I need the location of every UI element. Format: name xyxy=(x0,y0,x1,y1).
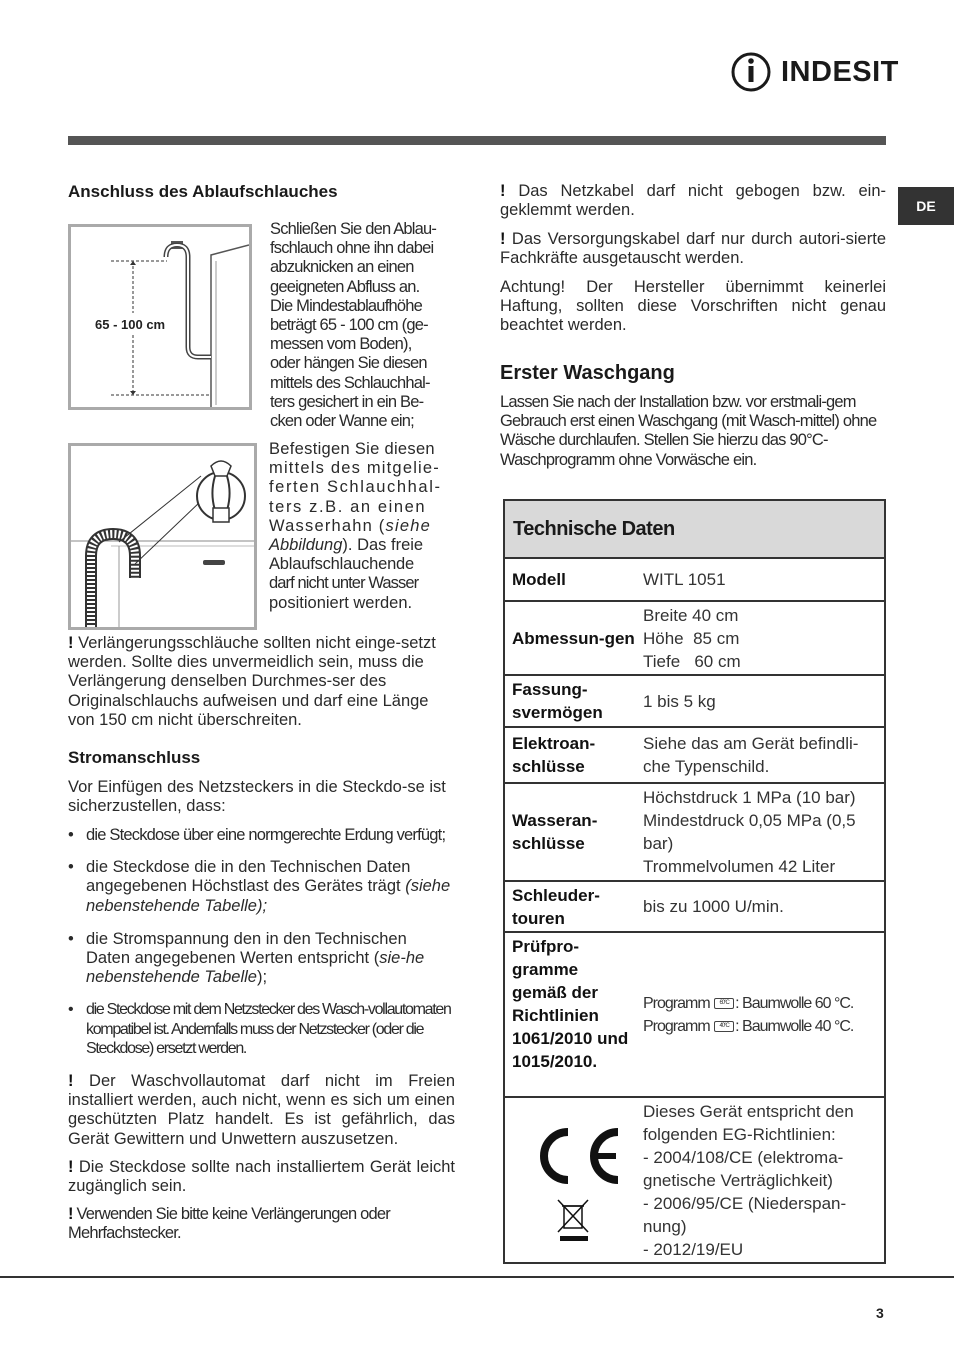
bullet: • xyxy=(68,858,74,877)
language-tab: DE xyxy=(898,187,954,225)
liability-note: Achtung! Der Hersteller übernimmt keinerlei Haftung, sollten diese Vorschriften nicht genau beachtet werden. xyxy=(500,278,886,335)
drain-line: mittels des Schlauchhal- xyxy=(270,373,430,392)
drain-line: positioniert werden. xyxy=(269,593,413,612)
outdoor-warning xyxy=(68,1072,455,1149)
row-value: 1 bis 5 kg xyxy=(643,691,716,711)
drain-line: ters gesichert in ein Be- xyxy=(270,392,424,411)
checklist-item xyxy=(68,858,455,916)
ce-directive: - 2012/19/EU xyxy=(643,1240,744,1259)
warning-text: Das Versorgungskabel darf nur durch autori-sierte Fachkräfte ausgetauscht werden. xyxy=(500,230,886,268)
row-value xyxy=(635,602,884,674)
temperature-40-icon: 40°C xyxy=(714,1021,734,1032)
warning-text: Der Waschvollautomat darf nicht im Freien installiert werden, auch nicht, wenn es sich um einen geschützten Platz handelt. Es ist gefährlich, das Gerät Gewittern und Unwettern auszusetzen. xyxy=(68,1072,455,1148)
row-label: Prüfpro-gramme gemäß der Richtlinien 1061/2010 und 1015/2010. xyxy=(512,937,629,1071)
warning-text: Die Steckdose sollte nach installiertem Gerät leicht zugänglich sein. xyxy=(68,1158,455,1196)
page-number: 3 xyxy=(876,1305,884,1321)
test-program-line xyxy=(643,1015,880,1038)
drain-line: ferten Schlauchhal- xyxy=(269,478,442,497)
drain-text: Wasserhahn ( xyxy=(269,516,386,535)
drain-line: darf nicht unter Wasser xyxy=(269,574,419,593)
ce-directive: - 2006/95/CE (Niederspan-nung) xyxy=(643,1194,847,1236)
drain-line: oder hängen Sie diesen xyxy=(270,354,427,373)
test-program-word: Programm xyxy=(643,1017,710,1035)
table-row-ce xyxy=(505,1096,884,1262)
row-label: Abmessun-gen xyxy=(512,628,635,648)
row-label: Fassung-svermögen xyxy=(512,680,603,722)
checklist-item xyxy=(68,1000,455,1058)
checklist-item xyxy=(68,930,455,988)
drain-text-italic: Abbildung xyxy=(269,536,343,555)
warning-mark: ! xyxy=(68,634,74,652)
table-row-model xyxy=(505,557,884,600)
water-value: Trommelvolumen 42 Liter xyxy=(643,857,836,876)
cable-warning xyxy=(500,182,886,220)
indesit-logo xyxy=(729,50,899,94)
table-row-dimensions xyxy=(505,600,884,674)
checklist-text-italic: sie-he nebenstehende Tabelle xyxy=(86,949,425,987)
row-value xyxy=(635,1098,884,1262)
table-header xyxy=(505,501,884,557)
drain-height-figure xyxy=(68,224,252,410)
table-title: Technische Daten xyxy=(513,517,675,540)
test-program-word: Programm xyxy=(643,994,710,1012)
water-value: Mindestdruck 0,05 MPa (0,5 bar) xyxy=(643,811,856,853)
warning-mark: ! xyxy=(500,182,506,200)
drain-line: abzuknicken an einen xyxy=(270,258,414,277)
table-row-spin xyxy=(505,880,884,931)
extension-cord-warning xyxy=(68,1205,455,1243)
checklist-text: die Steckdose die in den Technischen Daten angegebenen Höchstlast des Gerätes trägt xyxy=(86,858,411,896)
temperature-60-icon: 60°C xyxy=(714,998,734,1009)
socket-warning xyxy=(68,1158,455,1196)
row-value xyxy=(635,933,884,1096)
drain-line: cken oder Wanne ein; xyxy=(270,412,414,431)
bullet: • xyxy=(68,929,74,948)
test-program-value: : Baumwolle 40 °C. xyxy=(735,1017,854,1035)
checklist-item xyxy=(68,826,455,845)
footer-line xyxy=(0,1276,954,1278)
ce-symbols xyxy=(505,1098,635,1262)
drain-line: Ablaufschlauchende xyxy=(269,555,415,574)
hose-holder-illustration xyxy=(71,446,254,627)
test-program-line xyxy=(643,992,880,1015)
drain-line: mittels des mitgelie- xyxy=(269,459,440,478)
table-row-capacity xyxy=(505,674,884,726)
table-row-water xyxy=(505,782,884,880)
power-title: Stromanschluss xyxy=(68,748,201,767)
row-value: WITL 1051 xyxy=(643,570,726,589)
table-row-test-programs xyxy=(505,931,884,1096)
drain-title: Anschluss des Ablaufschlauches xyxy=(68,182,338,201)
drain-line: Befestigen Sie diesen xyxy=(269,440,435,458)
warning-mark: ! xyxy=(68,1158,74,1176)
drain-line: fschlauch ohne ihn dabei xyxy=(270,239,434,258)
first-wash-text: Lassen Sie nach der Installation bzw. vor erstmali-gem Gebrauch erst einen Waschgang (mit Wasch-mittel) ohne Wäsche durchlaufen. Stellen Sie hierzu das 90°C-Waschprogramm ohne Vorwäsche ein. xyxy=(500,393,877,469)
drain-line: messen vom Boden), xyxy=(270,335,412,354)
row-label: Schleuder-touren xyxy=(512,885,600,928)
power-checklist xyxy=(68,826,455,1066)
extension-text: Verlängerungsschläuche sollten nicht einge-setzt werden. Sollte dies unvermeidlich sein, muss die Verlängerung denselben Durchmes-ser des Originalschlauchs aufweisen und darf eine Länge von 150 cm nicht überschreiten. xyxy=(68,634,436,729)
drain-line: beträgt 65 - 100 cm (ge- xyxy=(270,316,428,335)
warning-text: Das Netzkabel darf nicht gebogen bzw. ein-geklemmt werden. xyxy=(500,182,886,220)
bullet: • xyxy=(68,1001,74,1019)
row-label: Elektroan-schlüsse xyxy=(512,734,596,776)
weee-bin-icon xyxy=(554,1198,594,1242)
warning-mark: ! xyxy=(68,1205,73,1223)
row-label: Wasseran-schlüsse xyxy=(512,811,598,853)
drain-line xyxy=(269,517,455,536)
drain-text-italic: siehe xyxy=(385,516,431,535)
checklist-text: die Stromspannung den in den Technischen Daten angegebenen Werten entspricht ( xyxy=(86,929,407,968)
first-wash-title: Erster Waschgang xyxy=(500,362,675,384)
ce-directive: - 2004/108/CE (elektroma-gnetische Verträglichkeit) xyxy=(643,1148,844,1190)
dimension-value: Tiefe 60 cm xyxy=(643,651,741,671)
row-value: Siehe das am Gerät befindli-che Typenschild. xyxy=(643,734,859,776)
brand-name: INDESIT xyxy=(781,56,899,88)
row-value: bis zu 1000 U/min. xyxy=(643,897,784,916)
extension-warning xyxy=(68,634,455,730)
drain-line: Die Mindestablaufhöhe xyxy=(270,296,422,315)
warning-text: Verwenden Sie bitte keine Verlängerungen oder Mehrfachstecker. xyxy=(68,1205,391,1243)
drain-height-label: 65 - 100 cm xyxy=(95,317,166,332)
technical-data-table xyxy=(503,499,886,1264)
row-value xyxy=(635,784,884,880)
dimension-value: Höhe 85 cm xyxy=(643,628,740,648)
bullet: • xyxy=(68,826,73,844)
drain-line xyxy=(269,536,455,555)
drain-line: Schließen Sie den Ablau- xyxy=(270,220,437,238)
checklist-text-italic: (siehe nebenstehende Tabelle); xyxy=(86,877,451,915)
indesit-logo-icon xyxy=(729,50,779,94)
dimension-value: Breite 40 cm xyxy=(643,605,739,625)
drain-line: ters z.B. an einen xyxy=(269,497,427,516)
checklist-text: die Steckdose mit dem Netzstecker des Wasch-vollautomaten kompatibel ist. Andernfalls muss der Netzstecker (oder die Steckdose) ersetzt werden. xyxy=(86,1001,451,1057)
hose-holder-figure xyxy=(68,443,257,630)
header-bar xyxy=(68,136,886,145)
row-label: Modell xyxy=(512,570,566,589)
warning-mark: ! xyxy=(68,1072,74,1090)
test-program-value: : Baumwolle 60 °C. xyxy=(735,994,854,1012)
ce-text: Dieses Gerät entspricht den folgenden EG-Richtlinien: xyxy=(643,1102,854,1144)
checklist-text: die Steckdose über eine normgerechte Erdung verfügt; xyxy=(86,826,446,844)
drain-line: geeigneten Abfluss an. xyxy=(270,277,420,296)
table-row-electrical xyxy=(505,726,884,782)
drain-text-1 xyxy=(270,220,456,431)
drain-text: ). Das freie xyxy=(342,536,424,555)
drain-text-2 xyxy=(269,440,455,613)
water-value: Höchstdruck 1 MPa (10 bar) xyxy=(643,788,856,807)
warning-mark: ! xyxy=(500,230,506,248)
checklist-text: ); xyxy=(256,968,268,987)
power-intro: Vor Einfügen des Netzsteckers in die Steckdo-se ist sicherzustellen, dass: xyxy=(68,778,446,816)
supply-cable-warning xyxy=(500,230,886,268)
